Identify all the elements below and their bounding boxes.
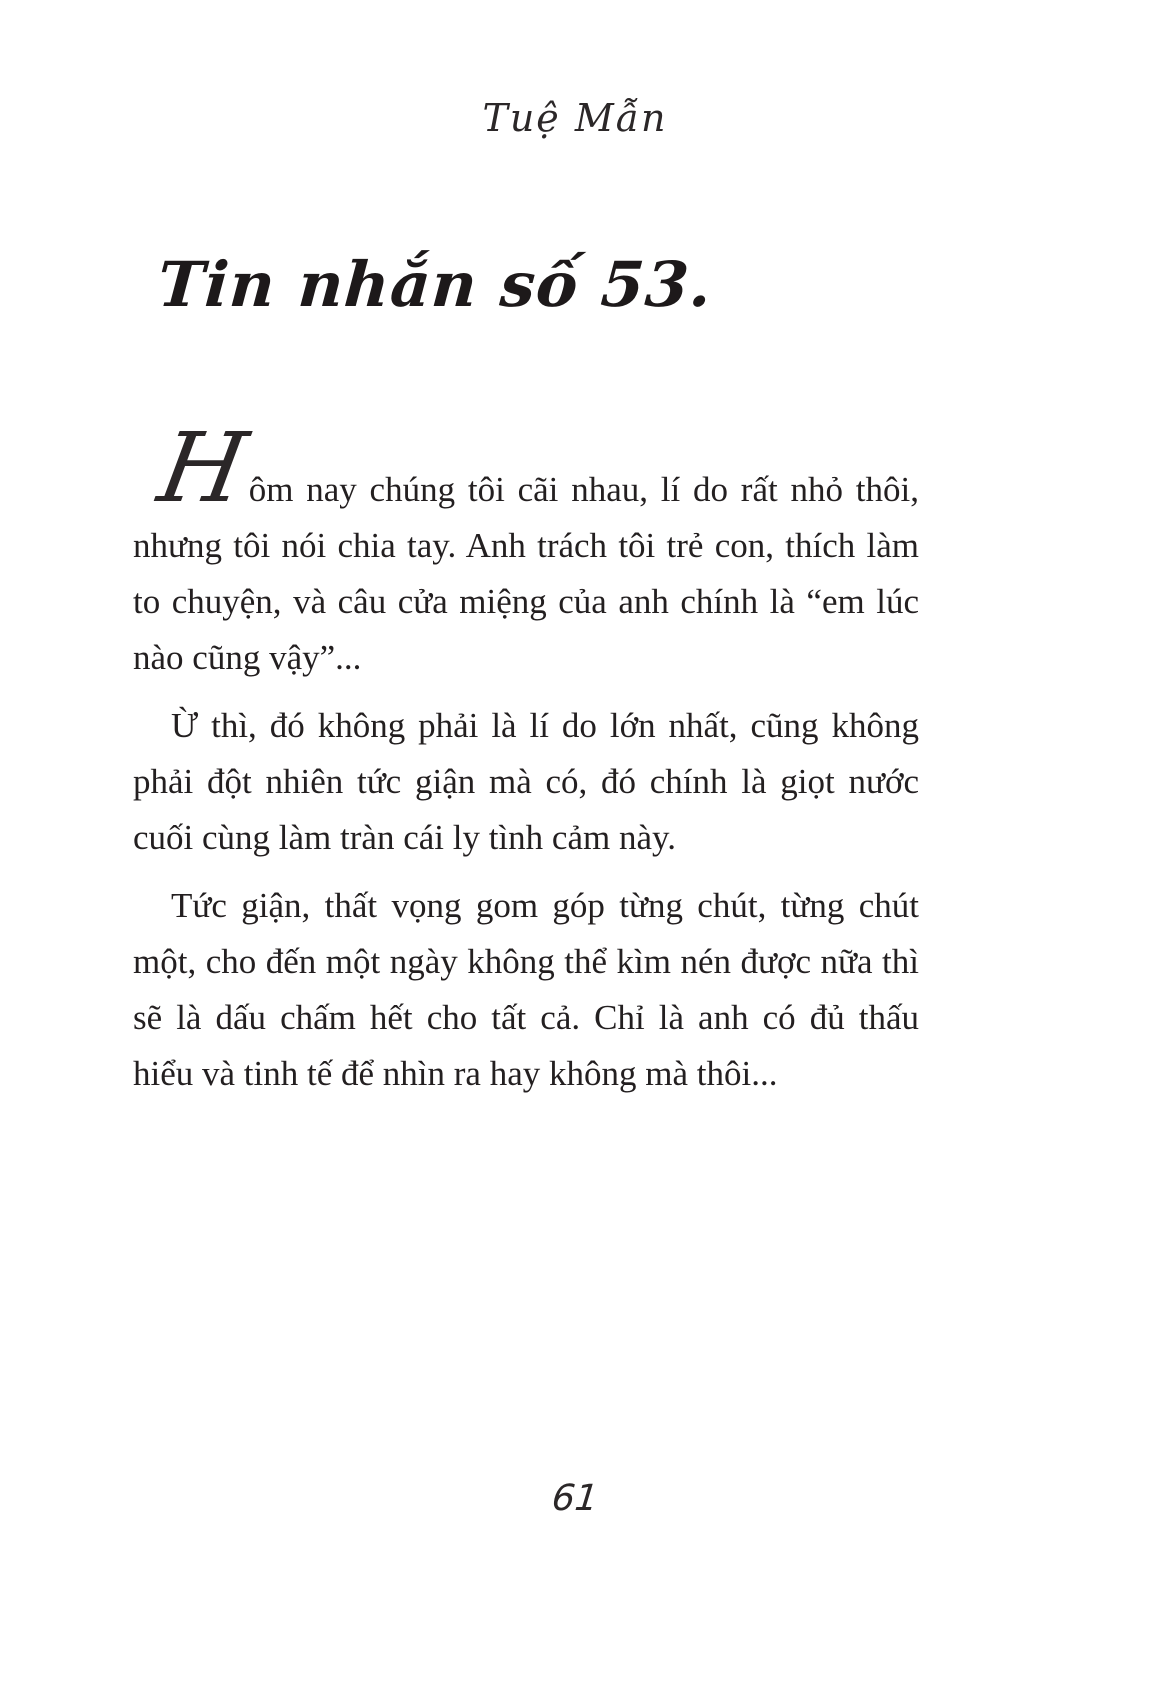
page-number: 61 bbox=[549, 1478, 601, 1519]
paragraph: Hôm nay chúng tôi cãi nhau, lí do rất nhỏ thôi, nhưng tôi nói chia tay. Anh trách tôi trẻ con, thích làm to chuyện, và câu cửa miệng của anh chính là “em lúc nào cũng vậy”... bbox=[133, 412, 919, 677]
running-header-author: Tuệ Mẫn bbox=[482, 96, 668, 140]
paragraph bbox=[133, 878, 919, 1102]
paragraph-text: ôm nay chúng tôi cãi nhau, lí do rất nhỏ thôi, nhưng tôi nói chia tay. Anh trách tôi trẻ con, thích làm to chuyện, và câu cửa miệng của anh chính là “em lúc nào cũng vậy”... bbox=[133, 470, 919, 677]
body-text bbox=[133, 412, 919, 1114]
chapter-title: Tin nhắn số 53. bbox=[155, 248, 715, 321]
paragraph-text: Tức giận, thất vọng gom góp từng chút, từng chút một, cho đến một ngày không thể kìm nén được nữa thì sẽ là dấu chấm hết cho tất cả. Chỉ là anh có đủ thấu hiểu và tinh tế để nhìn ra hay không mà thôi... bbox=[133, 886, 919, 1093]
paragraph-text: Ừ thì, đó không phải là lí do lớn nhất, cũng không phải đột nhiên tức giận mà có, đó chính là giọt nước cuối cùng làm tràn cái ly tình cảm này. bbox=[133, 706, 919, 857]
paragraph bbox=[133, 698, 919, 866]
